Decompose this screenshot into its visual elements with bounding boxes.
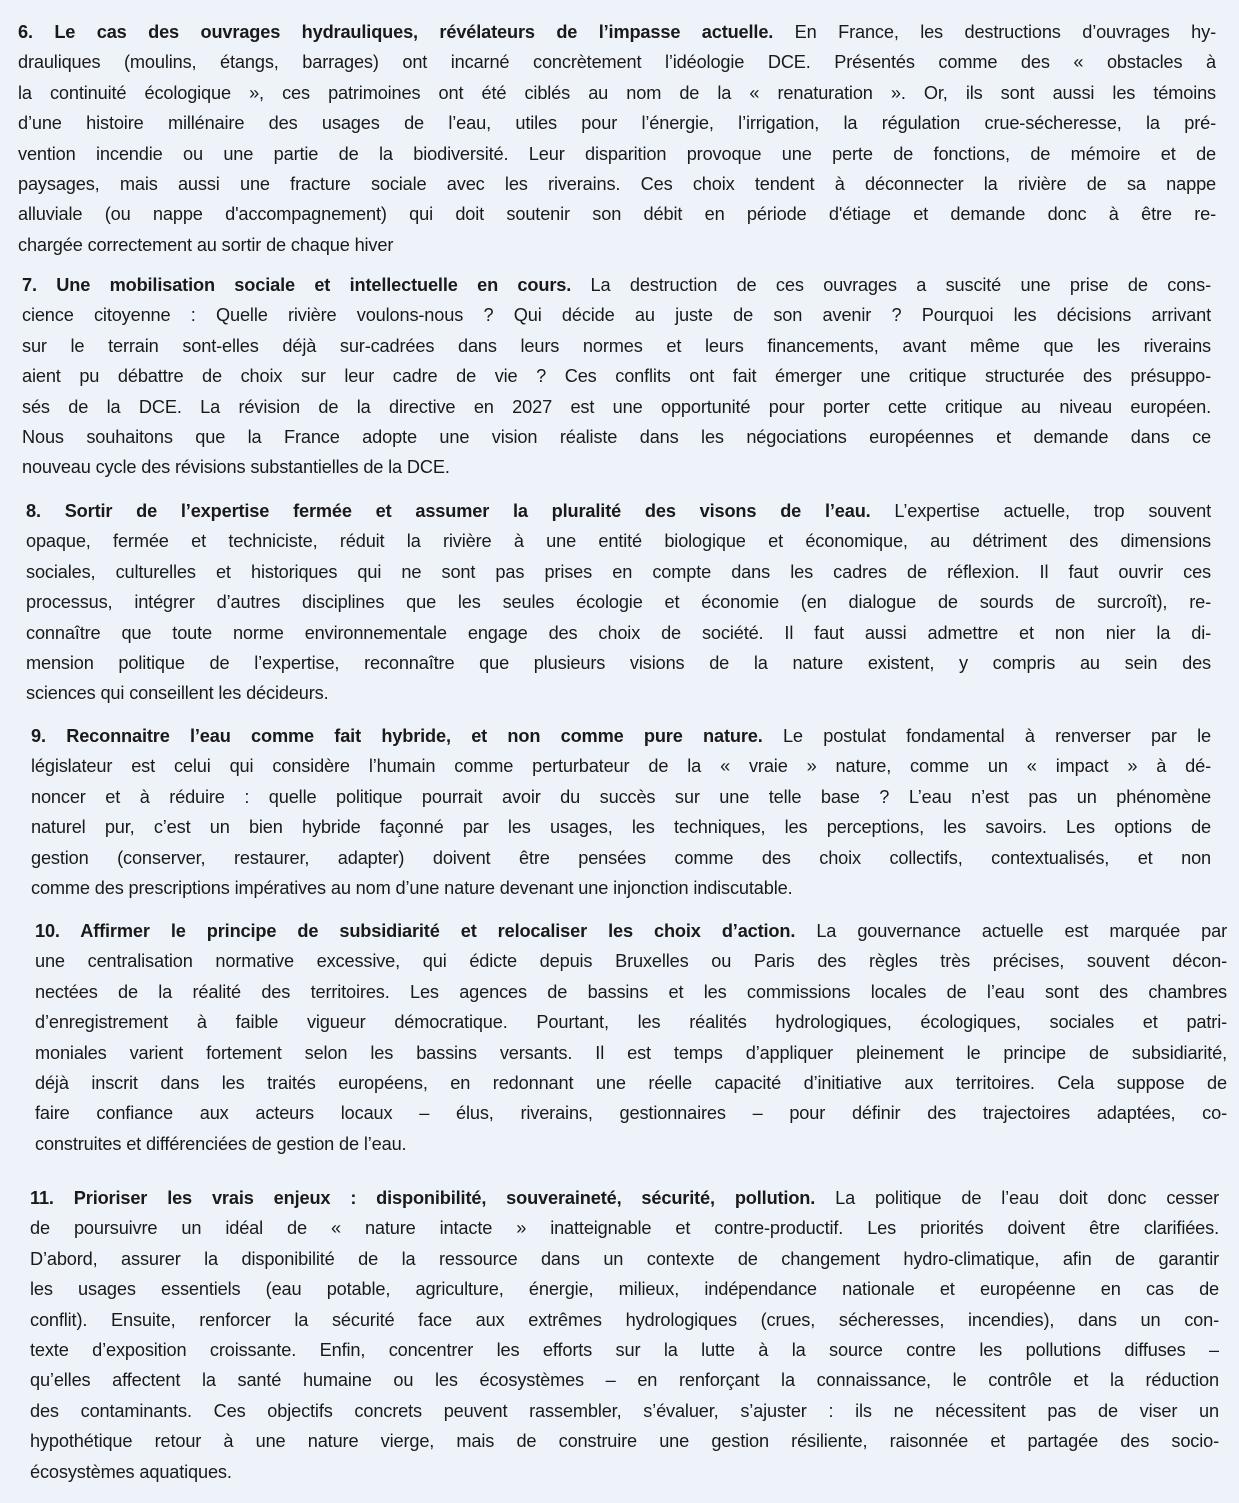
- paragraph-line: noncer et à réduire : quelle politique pourrait avoir du succès sur une telle base ? L’eau n’est pas un phénomène: [31, 786, 1211, 807]
- paragraph-line: d’une histoire millénaire des usages de l’eau, utiles pour l’énergie, l’irrigation, la régulation crue-sécheresse, la pré-: [18, 113, 1216, 134]
- paragraph-line: sur le terrain sont-elles déjà sur-cadrées dans leurs normes et leurs financements, avant même que les riverains: [22, 335, 1211, 356]
- paragraph-line: aient pu débattre de choix sur leur cadre de vie ? Ces conflits ont fait émerger une critique structurée des présuppo-: [22, 366, 1211, 387]
- paragraph-heading: 7. Une mobilisation sociale et intellectuelle en cours.: [22, 275, 572, 295]
- paragraph-line: conflit). Ensuite, renforcer la sécurité face aux extrêmes hydrologiques (crues, sécheresses, incendies), dans un con-: [30, 1309, 1219, 1330]
- paragraph-line: [18, 17, 1216, 47]
- paragraph-line: d’enregistrement à faible vigueur démocratique. Pourtant, les réalités hydrologiques, écologiques, sociales et patri-: [35, 1012, 1227, 1033]
- paragraph-line: opaque, fermée et techniciste, réduit la rivière à une entité biologique et économique, au détriment des dimensions: [26, 531, 1211, 552]
- paragraph-line: écosystèmes aquatiques.: [30, 1461, 232, 1482]
- paragraph-7: [22, 270, 1211, 483]
- paragraph-line: [31, 721, 1211, 751]
- paragraph-8: [26, 496, 1211, 709]
- paragraph-line: cience citoyenne : Quelle rivière voulons-nous ? Qui décide au juste de son avenir ? Pourquoi les décisions arrivant: [22, 305, 1211, 326]
- paragraph-line: vention incendie ou une partie de la biodiversité. Leur disparition provoque une perte de fonctions, de mémoire et de: [18, 143, 1216, 164]
- paragraph-line: D’abord, assurer la disponibilité de la ressource dans un contexte de changement hydro-climatique, afin de garantir: [30, 1248, 1219, 1269]
- paragraph-heading: 11. Prioriser les vrais enjeux : disponibilité, souveraineté, sécurité, pollution.: [30, 1188, 816, 1208]
- paragraph-line: déjà inscrit dans les traités européens, en redonnant une réelle capacité d’initiative aux territoires. Cela suppose de: [35, 1072, 1227, 1093]
- paragraph-line: comme des prescriptions impératives au nom d’une nature devenant une injonction indiscutable.: [31, 877, 793, 898]
- paragraph-line: nouveau cycle des révisions substantielles de la DCE.: [22, 457, 450, 478]
- paragraph-10: [35, 916, 1227, 1159]
- paragraph-line: [22, 270, 1211, 300]
- paragraph-line: Nous souhaitons que la France adopte une vision réaliste dans les négociations européennes et demande dans ce: [22, 426, 1211, 447]
- line-text: La politique de l’eau doit donc cesser: [815, 1188, 1219, 1208]
- paragraph-heading: 6. Le cas des ouvrages hydrauliques, révélateurs de l’impasse actuelle.: [18, 22, 774, 42]
- paragraph-line: drauliques (moulins, étangs, barrages) ont incarné concrètement l’idéologie DCE. Présentés comme des « obstacles à: [18, 52, 1216, 73]
- paragraph-line: [35, 916, 1227, 946]
- paragraph-line: sociales, culturelles et historiques qui ne sont pas prises en compte dans les cadres de réflexion. Il faut ouvrir ces: [26, 561, 1211, 582]
- line-text: La gouvernance actuelle est marquée par: [795, 921, 1227, 941]
- paragraph-line: nectées de la réalité des territoires. Les agences de bassins et les commissions locales de l’eau sont des chambres: [35, 981, 1227, 1002]
- paragraph-line: naturel pur, c’est un bien hybride façonné par les usages, les techniques, les perceptions, les savoirs. Les options de: [31, 817, 1211, 838]
- paragraph-line: hypothétique retour à une nature vierge, mais de construire une gestion résiliente, raisonnée et partagée des socio-: [30, 1431, 1219, 1452]
- line-text: La destruction de ces ouvrages a suscité une prise de cons-: [571, 275, 1211, 295]
- paragraph-heading: 10. Affirmer le principe de subsidiarité et relocaliser les choix d’action.: [35, 921, 796, 941]
- paragraph-line: de poursuivre un idéal de « nature intacte » inatteignable et contre-productif. Les priorités doivent être clarifiées.: [30, 1218, 1219, 1239]
- paragraph-9: [31, 721, 1211, 903]
- paragraph-line: construites et différenciées de gestion de l’eau.: [35, 1133, 407, 1154]
- paragraph-line: sciences qui conseillent les décideurs.: [26, 683, 329, 704]
- paragraph-line: paysages, mais aussi une fracture sociale avec les riverains. Ces choix tendent à déconnecter la rivière de sa nappe: [18, 173, 1216, 194]
- paragraph-line: qu’elles affectent la santé humaine ou les écosystèmes – en renforçant la connaissance, le contrôle et la réduction: [30, 1370, 1219, 1391]
- paragraph-line: des contaminants. Ces objectifs concrets peuvent rassembler, s’évaluer, s’ajuster : ils ne nécessitent pas de viser un: [30, 1400, 1219, 1421]
- paragraph-line: processus, intégrer d’autres disciplines que les seules écologie et économie (en dialogue de sourds de surcroît), re-: [26, 592, 1211, 613]
- paragraph-line: la continuité écologique », ces patrimoines ont été ciblés au nom de la « renaturation ». Or, ils sont aussi les témoins: [18, 82, 1216, 103]
- line-text: L’expertise actuelle, trop souvent: [870, 501, 1211, 521]
- paragraph-line: faire confiance aux acteurs locaux – élus, riverains, gestionnaires – pour définir des trajectoires adaptées, co-: [35, 1103, 1227, 1124]
- paragraph-line: alluviale (ou nappe d'accompagnement) qui doit soutenir son débit en période d'étiage et demande donc à être re-: [18, 204, 1216, 225]
- paragraph-line: [26, 496, 1211, 526]
- paragraph-line: une centralisation normative excessive, qui édicte depuis Bruxelles ou Paris des règles très précises, souvent décon-: [35, 951, 1227, 972]
- line-text: En France, les destructions d’ouvrages hy-: [773, 22, 1216, 42]
- paragraph-line: texte d’exposition croissante. Enfin, concentrer les efforts sur la lutte à la source contre les pollutions diffuses –: [30, 1339, 1219, 1360]
- paragraph-line: gestion (conserver, restaurer, adapter) doivent être pensées comme des choix collectifs, contextualisés, et non: [31, 847, 1211, 868]
- paragraph-6: [18, 17, 1216, 260]
- paragraph-heading: 9. Reconnaitre l’eau comme fait hybride, et non comme pure nature.: [31, 726, 763, 746]
- paragraph-line: sés de la DCE. La révision de la directive en 2027 est une opportunité pour porter cette critique au niveau européen.: [22, 396, 1211, 417]
- paragraph-line: mension politique de l’expertise, reconnaître que plusieurs visions de la nature existent, y compris au sein des: [26, 652, 1211, 673]
- paragraph-line: connaître que toute norme environnementale engage des choix de société. Il faut aussi admettre et non nier la di-: [26, 622, 1211, 643]
- paragraph-11: [30, 1183, 1219, 1487]
- paragraph-line: moniales varient fortement selon les bassins versants. Il est temps d’appliquer pleinement le principe de subsidiarité,: [35, 1042, 1227, 1063]
- paragraph-line: les usages essentiels (eau potable, agriculture, énergie, milieux, indépendance nationale et européenne en cas de: [30, 1279, 1219, 1300]
- paragraph-line: législateur est celui qui considère l’humain comme perturbateur de la « vraie » nature, comme un « impact » à dé-: [31, 756, 1211, 777]
- paragraph-line: [30, 1183, 1219, 1213]
- line-text: Le postulat fondamental à renverser par le: [762, 726, 1211, 746]
- paragraph-line: chargée correctement au sortir de chaque hiver: [18, 234, 394, 255]
- paragraph-heading: 8. Sortir de l’expertise fermée et assumer la pluralité des visons de l’eau.: [26, 501, 871, 521]
